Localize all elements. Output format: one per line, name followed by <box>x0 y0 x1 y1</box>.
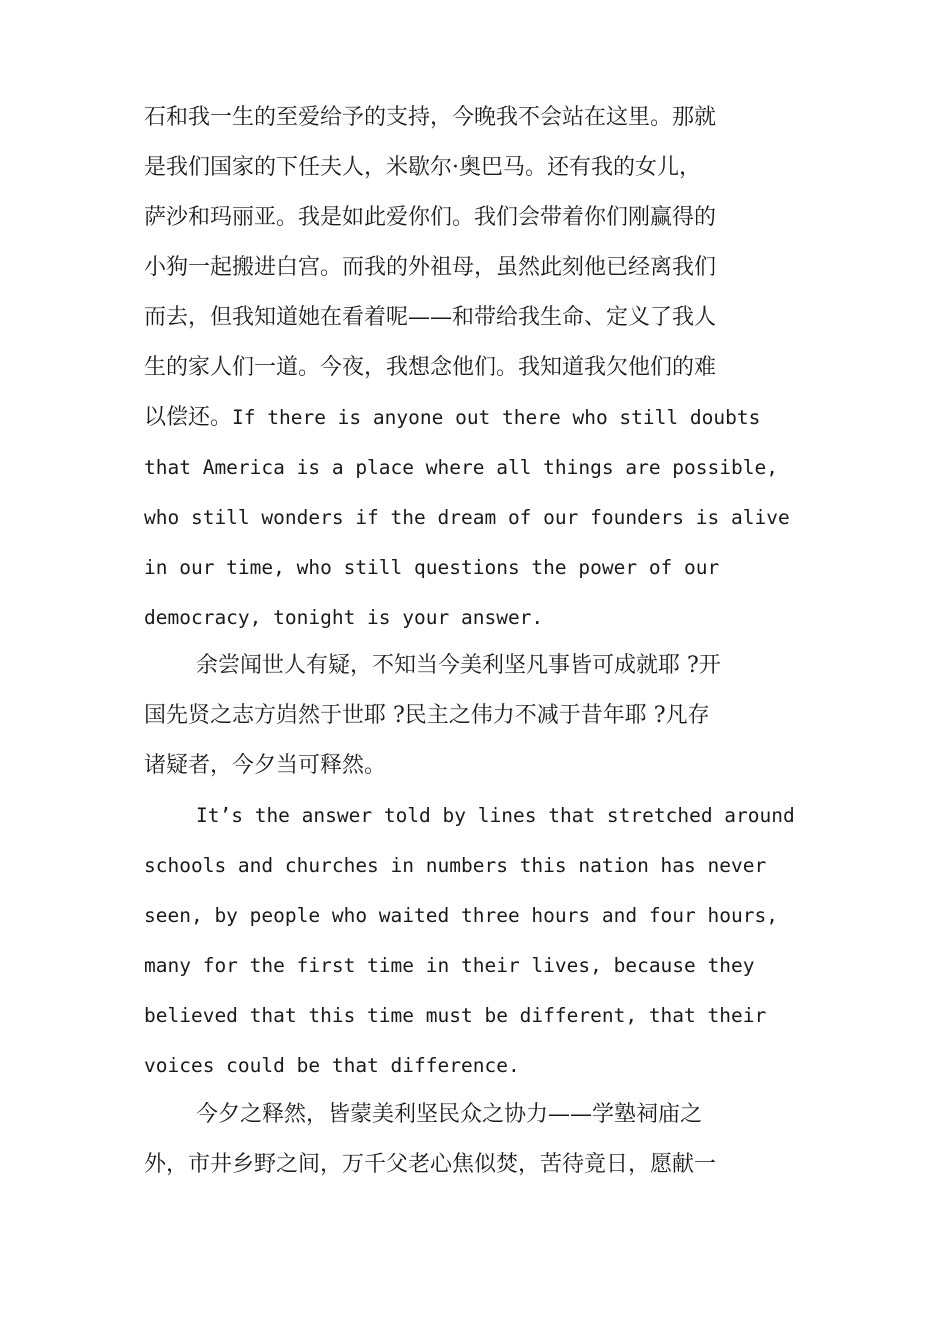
text-line: 是我们国家的下任夫人，米歇尔·奥巴马。还有我的女儿， <box>144 155 701 180</box>
text-line: many for the first time in their lives, because they <box>144 954 755 977</box>
paragraph-english-answer <box>144 791 829 1091</box>
text-line: in our time, who still questions the power of our <box>144 556 720 579</box>
text-line: 而去，但我知道她在看着呢——和带给我生命、定义了我人 <box>144 305 717 330</box>
paragraph-classical-translation-2 <box>144 1090 829 1190</box>
text-line: who still wonders if the dream of our founders is alive <box>144 506 790 529</box>
text-line: schools and churches in numbers this nation has never <box>144 854 767 877</box>
text-fragment-english: If there is anyone out there who still doubts <box>232 406 761 429</box>
text-line: 石和我一生的至爱给予的支持，今晚我不会站在这里。那就 <box>144 105 717 130</box>
text-line: believed that this time must be different, that their <box>144 1004 767 1027</box>
text-line: 国先贤之志方岿然于世耶 ?民主之伟力不减于昔年耶 ?凡存 <box>144 703 710 728</box>
text-line: 萨沙和玛丽亚。我是如此爱你们。我们会带着你们刚赢得的 <box>144 205 717 230</box>
text-line: 余尝闻世人有疑，不知当今美利坚凡事皆可成就耶 ?开 <box>196 653 721 678</box>
paragraph-classical-translation-1 <box>144 641 829 791</box>
text-line: seen, by people who waited three hours and four hours, <box>144 904 778 927</box>
text-line: 小狗一起搬进白宫。而我的外祖母，虽然此刻他已经离我们 <box>144 255 717 280</box>
text-line: 诸疑者，今夕当可释然。 <box>144 753 387 778</box>
paragraph-speech-chinese-english <box>144 93 829 643</box>
text-line: 外，市井乡野之间，万千父老心焦似焚，苦待竟日，愿献一 <box>144 1152 717 1177</box>
text-line: It’s the answer told by lines that stretched around <box>196 804 795 827</box>
text-line-mixed <box>144 393 829 443</box>
text-line: 生的家人们一道。今夜，我想念他们。我知道我欠他们的难 <box>144 355 717 380</box>
text-line: that America is a place where all things are possible, <box>144 456 778 479</box>
text-line: 今夕之释然，皆蒙美利坚民众之协力——学塾祠庙之 <box>196 1102 703 1127</box>
text-fragment-chinese: 以偿还。 <box>144 405 233 430</box>
text-line: democracy, tonight is your answer. <box>144 606 544 629</box>
text-line: voices could be that difference. <box>144 1054 520 1077</box>
